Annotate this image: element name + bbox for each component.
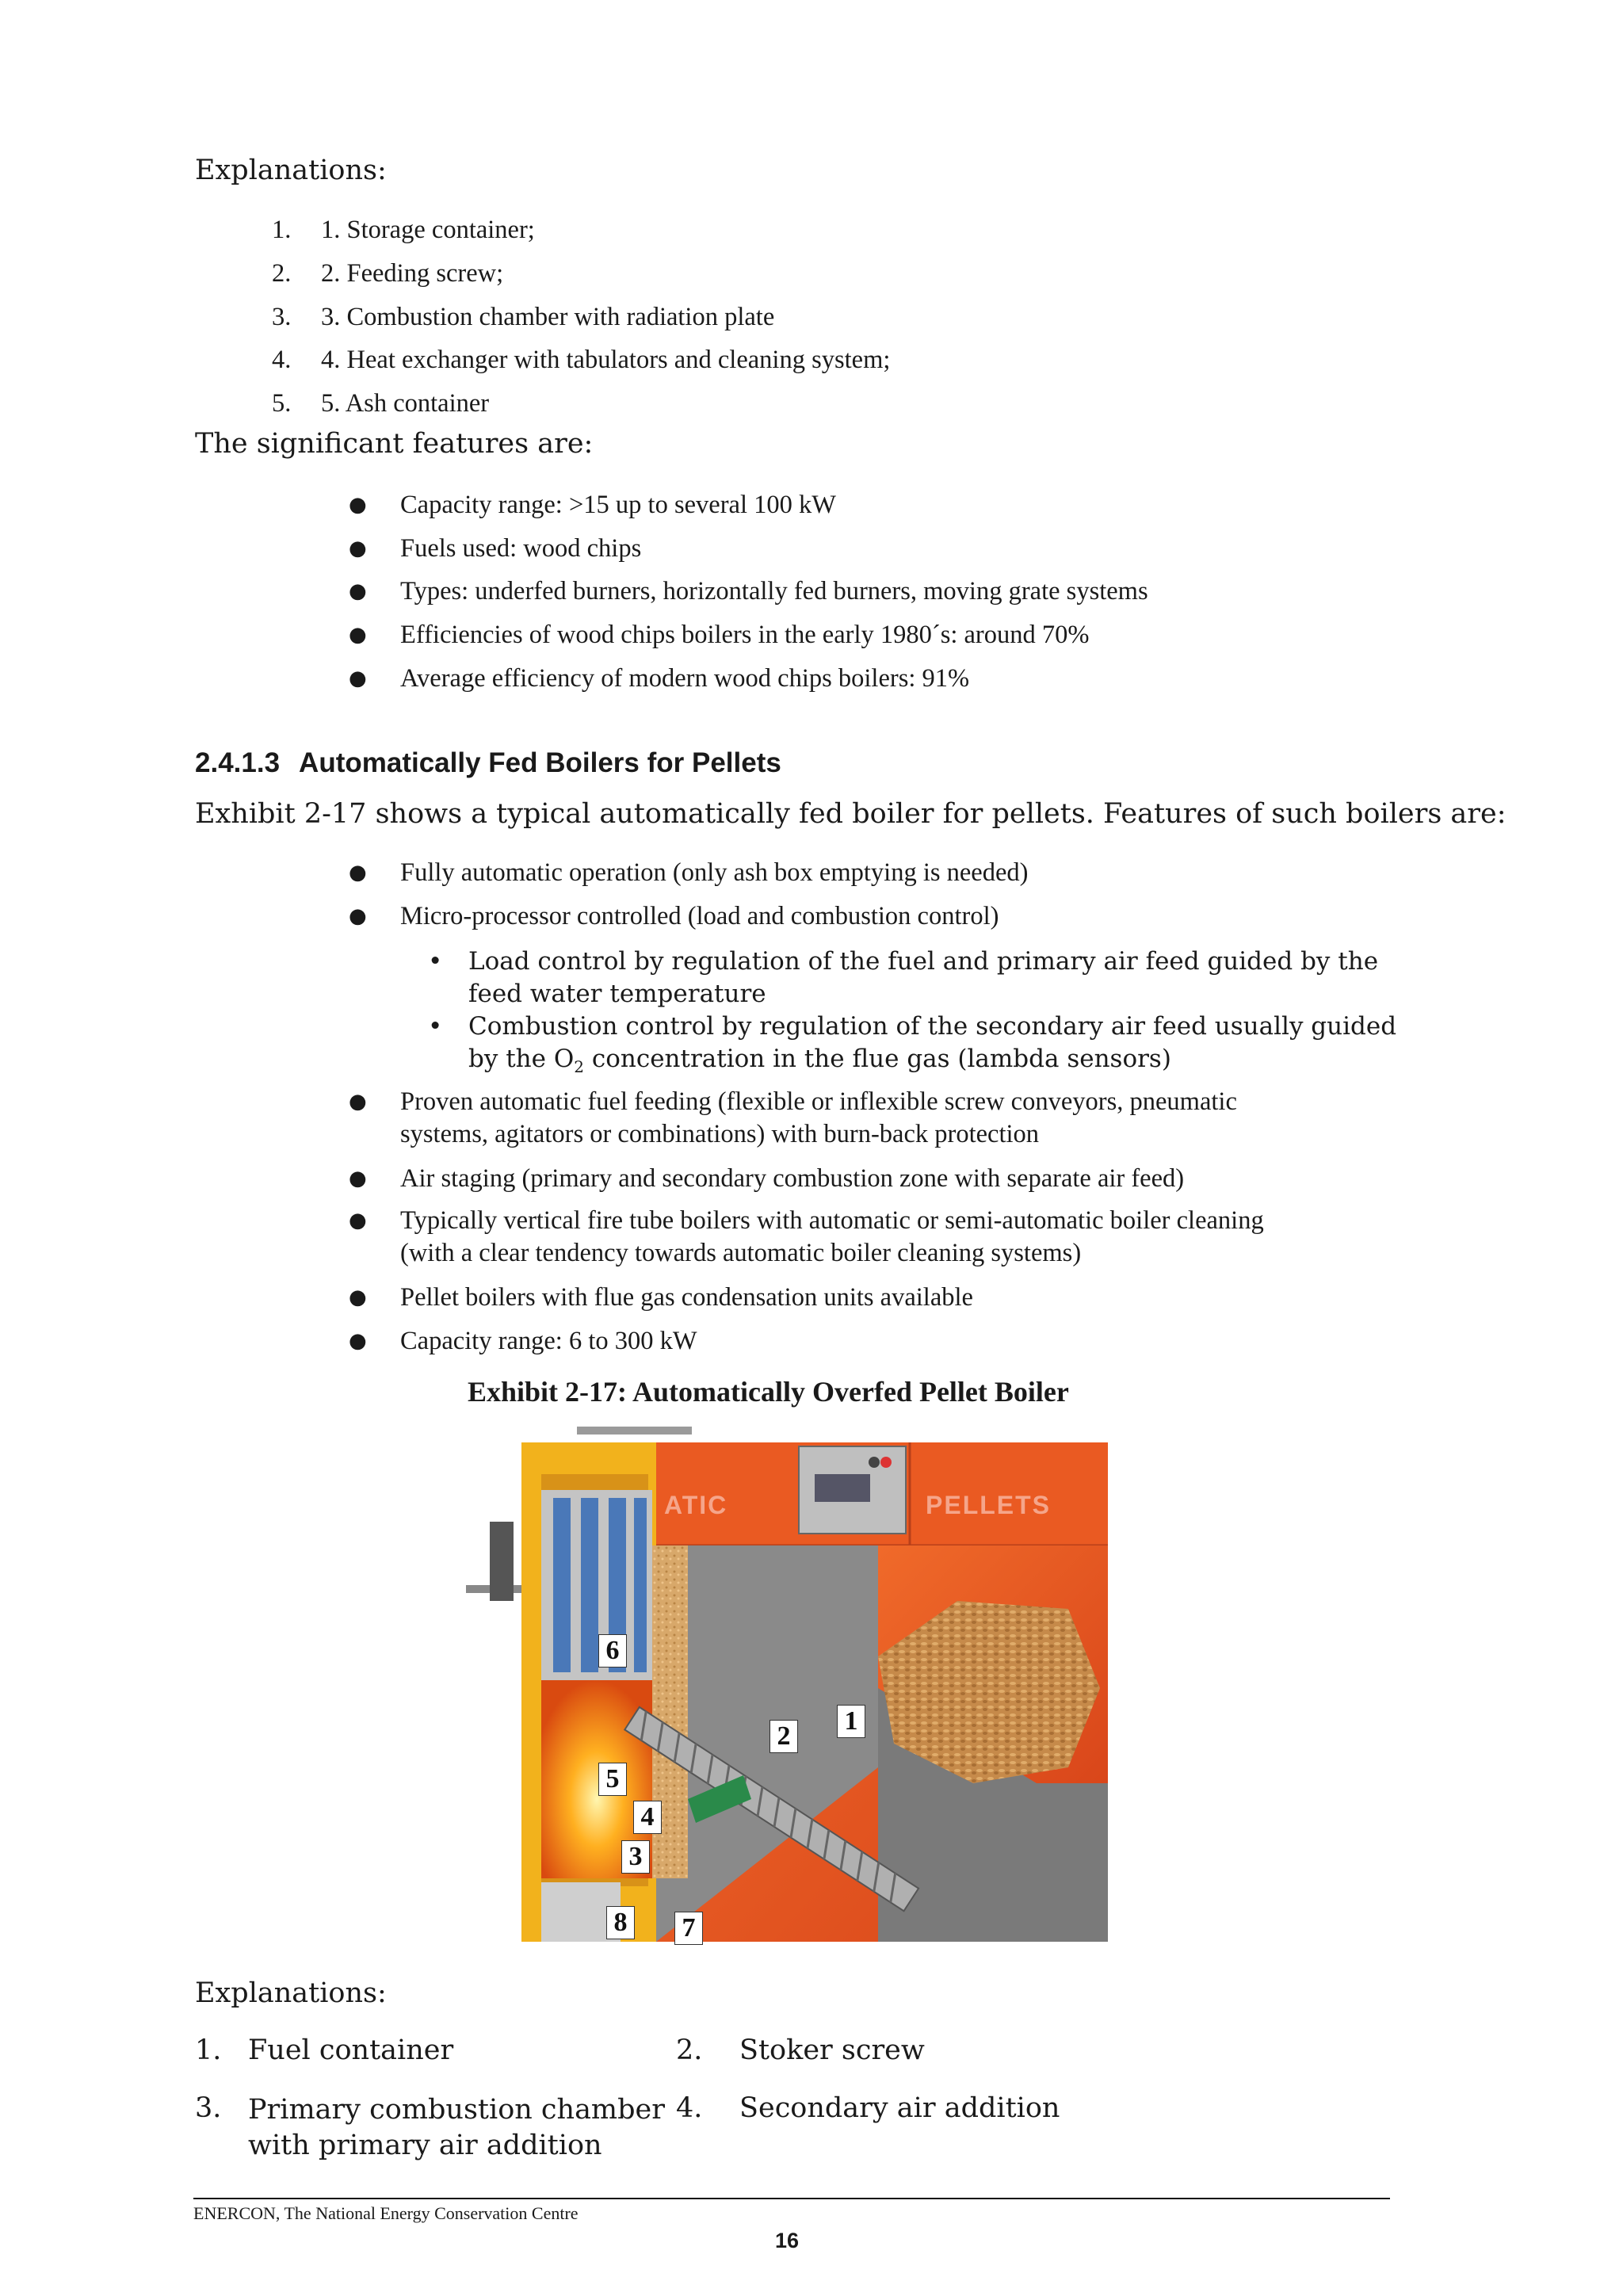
- footer-divider: [193, 2198, 1390, 2199]
- explanations-heading: Explanations:: [195, 1977, 387, 2009]
- callout-2: 2: [769, 1720, 798, 1753]
- sub-list-item-line: feed water temperature: [468, 980, 766, 1008]
- list-item-number: 2.: [676, 2034, 703, 2066]
- bullet-icon: ●: [349, 861, 367, 884]
- callout-5: 5: [598, 1763, 627, 1796]
- callout-7: 7: [674, 1912, 703, 1945]
- list-item-number: 2.: [272, 259, 292, 288]
- pellet-boiler-figure: [466, 1427, 1112, 1946]
- list-item-line: Primary combustion chamber: [248, 2094, 665, 2126]
- list-item-number: 3.: [195, 2092, 222, 2124]
- subscript: 2: [574, 1057, 584, 1077]
- list-item-number: 4.: [676, 2092, 703, 2124]
- exhibit-caption: Exhibit 2-17: Automatically Overfed Pellet Boiler: [468, 1376, 1069, 1408]
- list-item-line: systems, agitators or combinations) with burn-back protection: [400, 1120, 1040, 1148]
- section-heading: [195, 747, 781, 779]
- list-item: 5. Ash container: [321, 389, 490, 418]
- list-item: Efficiencies of wood chips boilers in the early 1980´s: around 70%: [400, 621, 1090, 649]
- top-rail: [577, 1427, 692, 1435]
- bullet-icon: ●: [349, 493, 367, 517]
- list-item: Pellet boilers with flue gas condensation units available: [400, 1283, 973, 1312]
- list-item: Air staging (primary and secondary combustion zone with separate air feed): [400, 1164, 1185, 1193]
- callout-8: 8: [606, 1906, 635, 1939]
- bullet-icon: ●: [349, 1209, 367, 1232]
- brand-label: ATIC: [664, 1491, 728, 1519]
- callout-4: 4: [633, 1801, 662, 1834]
- list-item: Stoker screw: [739, 2034, 925, 2066]
- features-heading: The significant features are:: [195, 428, 594, 460]
- bullet-icon: ●: [349, 537, 367, 560]
- list-item-number: 5.: [272, 389, 292, 418]
- boiler-illustration: [466, 1427, 1112, 1946]
- text-span: concentration in the flue gas (lambda sensors): [583, 1045, 1171, 1073]
- callout-1: 1: [837, 1705, 865, 1738]
- bullet-icon: ●: [349, 1286, 367, 1309]
- callout-3: 3: [621, 1840, 650, 1874]
- section-number: 2.4.1.3: [195, 747, 281, 778]
- page-number: 16: [775, 2229, 800, 2252]
- sub-list-item-line: [468, 1043, 1396, 1083]
- list-item: Fully automatic operation (only ash box emptying is needed): [400, 858, 1029, 887]
- list-item-number: 1.: [272, 216, 292, 244]
- bullet-icon: ●: [349, 1090, 367, 1114]
- bullet-icon: ●: [349, 1167, 367, 1190]
- callout-6: 6: [598, 1634, 627, 1668]
- list-item-line: (with a clear tendency towards automatic boiler cleaning systems): [400, 1239, 1082, 1267]
- list-item: Micro-processor controlled (load and combustion control): [400, 902, 999, 930]
- list-item: 2. Feeding screw;: [321, 259, 504, 288]
- list-item-line: Typically vertical fire tube boilers with automatic or semi-automatic boiler cleaning: [400, 1206, 1264, 1235]
- sub-list-item: [468, 1010, 1396, 1083]
- list-item: Average efficiency of modern wood chips boilers: 91%: [400, 664, 970, 693]
- section-intro: Exhibit 2-17 shows a typical automatically fed boiler for pellets. Features of such boilers are:: [195, 798, 1507, 830]
- sub-list-item-line: Load control by regulation of the fuel and primary air feed guided by the: [468, 947, 1379, 976]
- list-item-number: 3.: [272, 303, 292, 331]
- list-item: Fuels used: wood chips: [400, 534, 642, 563]
- text-span: by the O: [468, 1045, 575, 1073]
- bullet-icon: ●: [349, 623, 367, 647]
- sub-list-item: [468, 946, 1378, 1010]
- list-item: Types: underfed burners, horizontally fed burners, moving grate systems: [400, 577, 1148, 606]
- sub-bullet-icon: •: [428, 947, 443, 976]
- sub-list-item-line: Combustion control by regulation of the secondary air feed usually guided: [468, 1012, 1397, 1041]
- bullet-icon: ●: [349, 667, 367, 690]
- pellets-label: PELLETS: [926, 1491, 1052, 1519]
- list-item: Fuel container: [248, 2034, 454, 2066]
- list-item: [400, 1086, 1237, 1151]
- list-item-line: with primary air addition: [248, 2130, 602, 2161]
- list-item: [248, 2092, 665, 2164]
- list-item: 1. Storage container;: [321, 216, 535, 244]
- footer-org: ENERCON, The National Energy Conservation Centre: [193, 2203, 579, 2223]
- list-item-line: Proven automatic fuel feeding (flexible or inflexible screw conveyors, pneumatic: [400, 1087, 1237, 1116]
- bullet-icon: ●: [349, 1329, 367, 1353]
- bullet-icon: ●: [349, 579, 367, 603]
- section-title: Automatically Fed Boilers for Pellets: [299, 747, 781, 778]
- list-item: Capacity range: >15 up to several 100 kW: [400, 491, 836, 519]
- list-item: Capacity range: 6 to 300 kW: [400, 1327, 697, 1355]
- list-item-number: 4.: [272, 346, 292, 374]
- list-item-number: 1.: [195, 2034, 222, 2066]
- sub-bullet-icon: •: [428, 1012, 443, 1041]
- list-item: 3. Combustion chamber with radiation plate: [321, 303, 775, 331]
- list-item: [400, 1205, 1264, 1270]
- bullet-icon: ●: [349, 904, 367, 928]
- list-item: Secondary air addition: [739, 2092, 1060, 2124]
- list-item: 4. Heat exchanger with tabulators and cleaning system;: [321, 346, 891, 374]
- explanations-heading: Explanations:: [195, 155, 387, 186]
